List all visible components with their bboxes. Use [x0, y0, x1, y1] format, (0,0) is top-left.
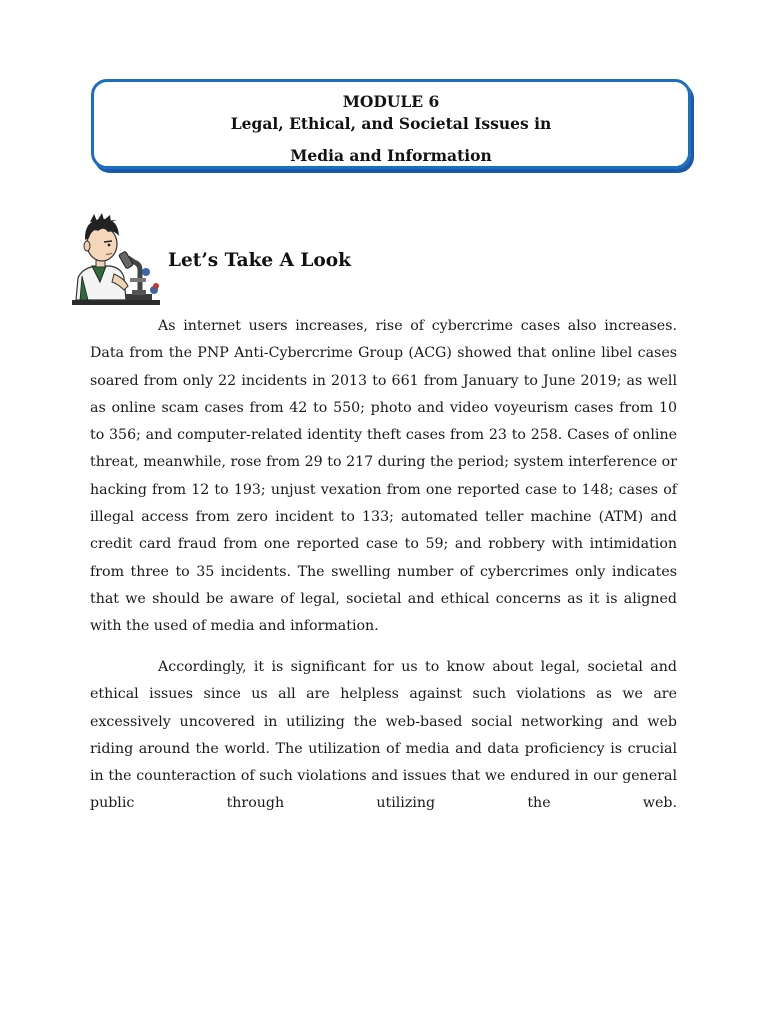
module-title-line-2: Media and Information	[290, 146, 492, 165]
student-microscope-icon	[70, 212, 162, 308]
module-header-box	[91, 79, 691, 169]
module-number: MODULE 6	[342, 92, 440, 111]
section-heading: Let’s Take A Look	[168, 250, 351, 271]
paragraph-2-text: Accordingly, it is significant for us to know about legal, societal and ethical issues since us all are helpless against such violations as we are excessively uncovered in utilizing the web-based social networking and web riding around the world. The utilization of media and data proficiency is crucial in the counteraction of such violations and issues that we endured in our general public through utilizing the web.	[90, 659, 677, 812]
paragraph-1-text: As internet users increases, rise of cybercrime cases also increases. Data from the PNP Anti-Cybercrime Group (ACG) showed that online libel cases soared from only 22 incidents in 2013 to 661 from January to June 2019; as well as online scam cases from 42 to 550; photo and video voyeurism cases from 10 to 356; and computer-related identity theft cases from 23 to 258. Cases of online threat, meanwhile, rose from 29 to 217 during the period; system interference or hacking from 12 to 193; unjust vexation from one reported case to 148; cases of illegal access from zero incident to 133; automated teller machine (ATM) and credit card fraud from one reported case to 59; and robbery with intimidation from three to 35 incidents. The swelling number of cybercrimes only indicates that we should be aware of legal, societal and ethical concerns as it is aligned with the used of media and information.	[90, 318, 677, 635]
paragraph-2	[90, 654, 677, 845]
paragraph-1	[90, 313, 677, 641]
module-title-line-1: Legal, Ethical, and Societal Issues in	[230, 114, 552, 133]
